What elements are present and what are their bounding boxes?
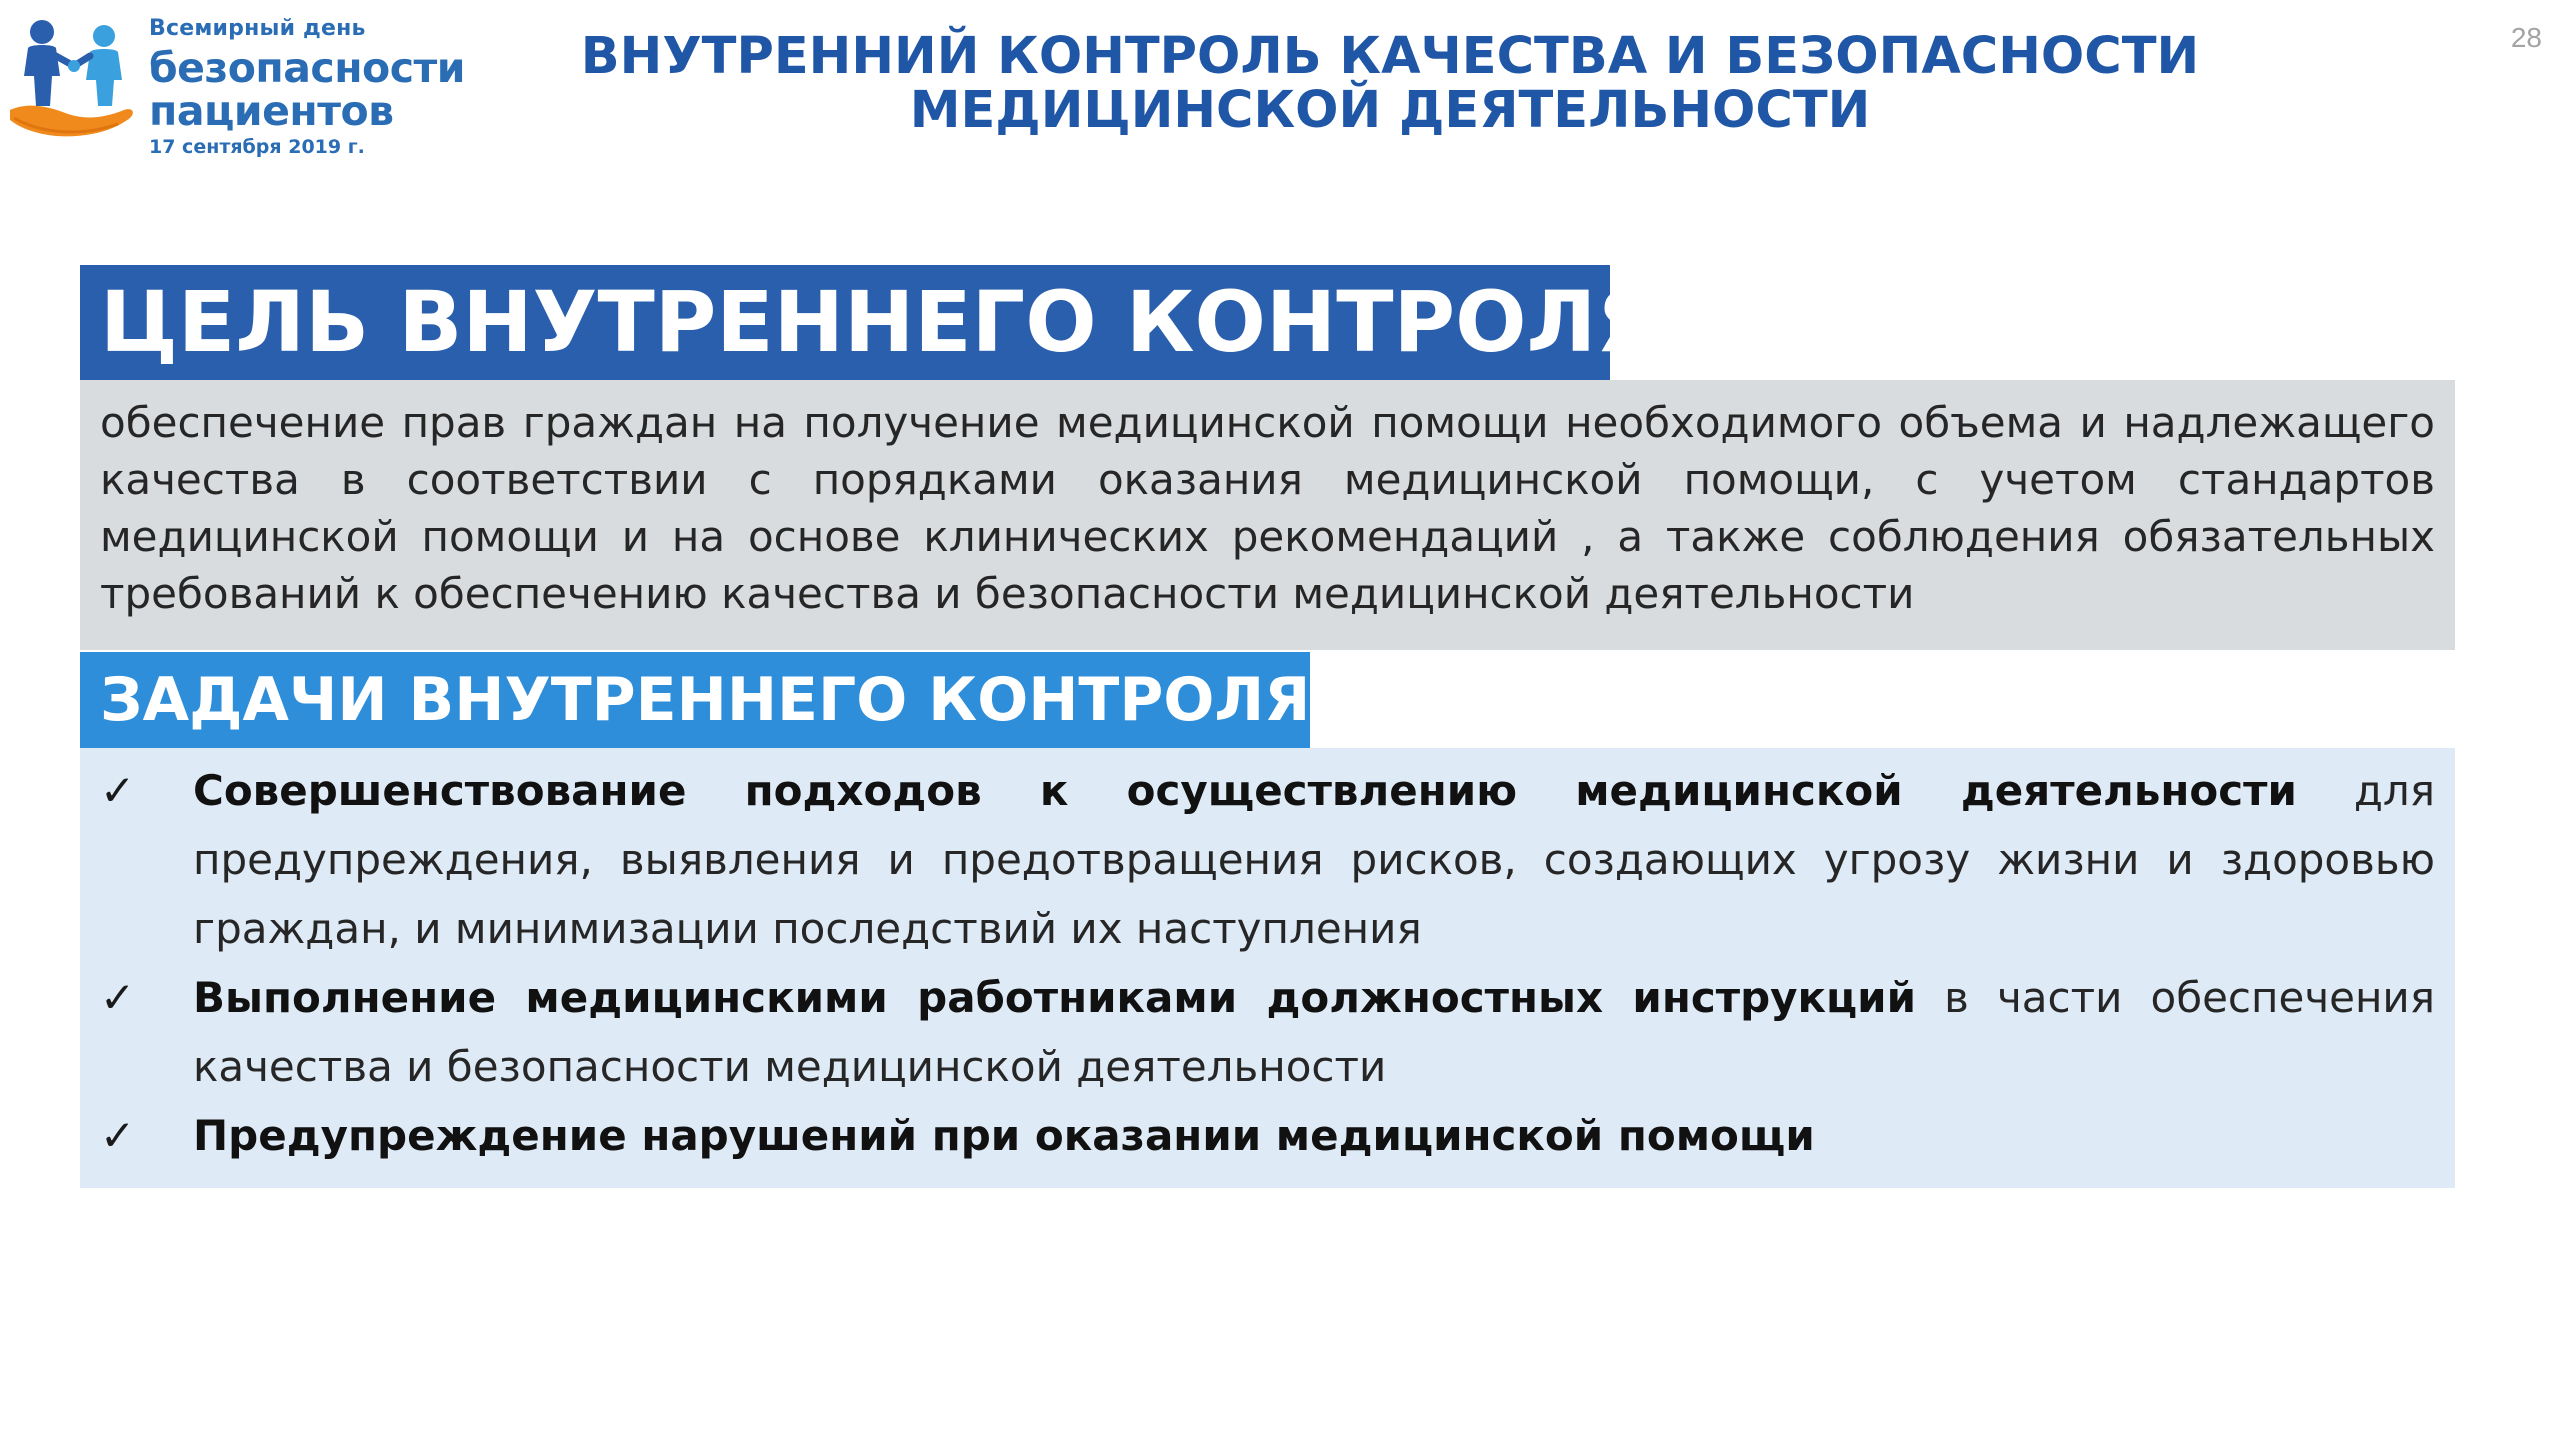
slide-title-line-2: МЕДИЦИНСКОЙ ДЕЯТЕЛЬНОСТИ bbox=[909, 81, 1871, 140]
event-logo bbox=[8, 12, 466, 158]
logo-line-3: пациентов bbox=[149, 87, 394, 135]
task-item-1 bbox=[80, 756, 2455, 963]
task-item-1-bold: Совершенствование подходов к осуществлению медицинской деятельности bbox=[193, 766, 2297, 815]
goal-text: обеспечение прав граждан на получение медицинской помощи необходимого объема и надлежащего качества в соответствии с порядками оказания медицинской помощи, с учетом стандартов медицинской помощи и на основе клинических рекомендаций , а также соблюдения обязательных требований к обеспечению качества и безопасности медицинской деятельности bbox=[80, 380, 2455, 650]
logo-date: 17 сентября 2019 г. bbox=[149, 136, 365, 158]
task-item-2 bbox=[80, 963, 2455, 1101]
logo-line-1: Всемирный день bbox=[149, 16, 366, 41]
logo-line-2: безопасности bbox=[149, 44, 466, 92]
task-item-3 bbox=[80, 1101, 2455, 1170]
tasks-heading: ЗАДАЧИ ВНУТРЕННЕГО КОНТРОЛЯ bbox=[80, 652, 1310, 748]
slide-title-line-1: ВНУТРЕННИЙ КОНТРОЛЬ КАЧЕСТВА И БЕЗОПАСНОСТИ bbox=[580, 27, 2200, 86]
task-item-1-text: для предупреждения, выявления и предотвращения рисков, создающих угрозу жизни и здоровью граждан, и минимизации последствий их наступления bbox=[193, 766, 2435, 953]
checkmark-icon: ✓ bbox=[100, 973, 136, 1022]
slide-title bbox=[560, 27, 2220, 140]
task-list bbox=[80, 756, 2455, 1170]
checkmark-icon: ✓ bbox=[100, 766, 136, 815]
people-hand-icon bbox=[8, 14, 140, 138]
task-item-2-text: в части обеспечения качества и безопасности медицинской деятельности bbox=[193, 973, 2435, 1091]
task-item-2-bold: Выполнение медицинскими работниками должностных инструкций bbox=[193, 973, 1917, 1022]
tasks-panel bbox=[80, 748, 2455, 1188]
checkmark-icon: ✓ bbox=[100, 1111, 136, 1160]
goal-heading: ЦЕЛЬ ВНУТРЕННЕГО КОНТРОЛЯ bbox=[80, 265, 1610, 380]
task-item-3-bold: Предупреждение нарушений при оказании медицинской помощи bbox=[193, 1111, 1815, 1160]
logo-text bbox=[149, 18, 465, 157]
slide-number: 28 bbox=[2510, 22, 2542, 53]
